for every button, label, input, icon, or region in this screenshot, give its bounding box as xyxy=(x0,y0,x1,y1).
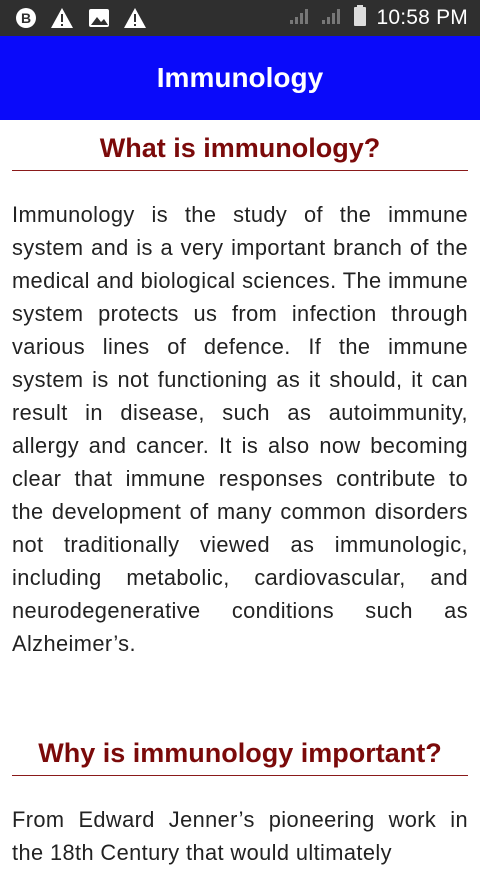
warning-icon xyxy=(50,7,74,29)
clock: 10:58 PM xyxy=(376,6,468,29)
section-heading: What is immunology? xyxy=(99,133,381,163)
section-body: From Edward Jenner’s pioneering work in the 18th Century that would ultimately xyxy=(12,807,468,865)
page-title: Immunology xyxy=(156,62,324,93)
signal-icon xyxy=(289,7,311,30)
signal-icon xyxy=(321,7,343,30)
svg-text:B: B xyxy=(20,10,32,26)
section-divider xyxy=(12,170,468,171)
bitcoin-icon xyxy=(14,7,38,29)
warning-icon xyxy=(123,7,147,29)
app-bar xyxy=(0,36,480,120)
section-divider xyxy=(12,775,468,776)
status-right xyxy=(289,0,469,36)
section-heading: Why is immunology important? xyxy=(38,738,442,768)
battery-icon xyxy=(353,5,367,32)
section-body: Immunology is the study of the immune system and is a very important branch of the medical and biological sciences. The immune system protects us from infection through various lines of defence. If the immune system is not functioning as it should, it can result in disease, such as autoimmunity, allergy and cancer. It is also now becoming clear that immune responses contribute to the development of many common disorders not traditionally viewed as immunologic, including metabolic, cardiovascular, and neurodegenerative conditions such as Alzheimer’s. xyxy=(12,202,468,656)
status-bar xyxy=(0,0,480,36)
image-icon xyxy=(87,7,111,29)
